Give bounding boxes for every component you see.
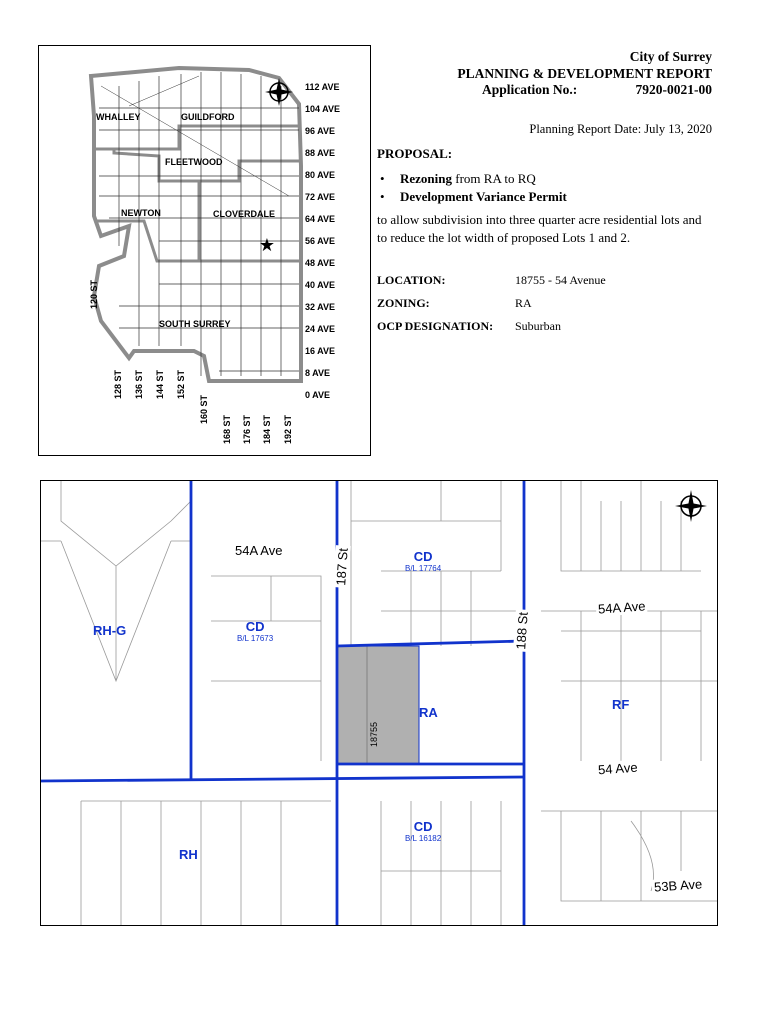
zone-code: CD (245, 619, 265, 634)
subject-lot-number: 18755 (369, 721, 379, 747)
zone-label (405, 549, 441, 573)
zone-label (612, 697, 629, 712)
zone-label (179, 847, 198, 862)
avenue-label: 88 AVE (305, 148, 336, 158)
application-number: 7920-0021-00 (635, 82, 712, 97)
area-label: SOUTH SURREY (159, 319, 231, 329)
site-location-star-icon: ★ (258, 235, 276, 255)
area-label: FLEETWOOD (165, 157, 223, 167)
application-number-line (482, 82, 712, 98)
street-label: 176 ST (242, 414, 252, 444)
street-label: 152 ST (176, 369, 186, 399)
street-label: 128 ST (113, 369, 123, 399)
street-label: 168 ST (222, 414, 232, 444)
proposal-description: to allow subdivision into three quarter acre residential lots and to reduce the lot width of proposed Lots 1 and 2. (377, 212, 702, 245)
avenue-label: 40 AVE (305, 280, 336, 290)
area-label: NEWTON (121, 208, 161, 218)
proposal-item-title: Rezoning (400, 171, 452, 186)
zone-code: RH (179, 847, 198, 862)
detail-label: OCP DESIGNATION: (377, 319, 494, 333)
proposal-item (377, 188, 712, 206)
street-label: 54A Ave (235, 543, 283, 558)
avenue-label: 72 AVE (305, 192, 336, 202)
area-label: WHALLEY (96, 112, 141, 122)
street-label: 160 ST (199, 394, 209, 424)
avenue-label: 0 AVE (305, 390, 331, 400)
detail-row (377, 296, 532, 311)
avenue-label: 64 AVE (305, 214, 336, 224)
zone-label (419, 705, 438, 720)
street-label: 53B Ave (653, 876, 703, 895)
zone-label (237, 619, 273, 643)
zone-code: RH-G (93, 623, 127, 638)
zone-code: RF (612, 697, 630, 712)
street-label: 54A Ave (597, 598, 646, 617)
detail-value: RA (515, 296, 532, 310)
avenue-label: 24 AVE (305, 324, 336, 334)
zone-code: CD (413, 549, 433, 564)
north-arrow-icon (265, 78, 293, 106)
detail-value: 18755 - 54 Avenue (515, 273, 606, 287)
report-title: PLANNING & DEVELOPMENT REPORT (457, 66, 712, 81)
city-name: City of Surrey (629, 49, 712, 64)
detail-label: LOCATION: (377, 273, 446, 287)
application-label: Application No.: (482, 82, 578, 97)
proposal-item-detail: from RA to RQ (452, 171, 536, 186)
proposal-heading: PROPOSAL: (377, 146, 453, 161)
report-date: Planning Report Date: July 13, 2020 (529, 122, 712, 136)
zone-bylaw: B/L 17673 (237, 634, 274, 643)
street-label: 187 St (333, 547, 351, 587)
zone-label (93, 623, 126, 638)
area-label: CLOVERDALE (213, 209, 276, 219)
avenue-label: 104 AVE (305, 104, 341, 114)
avenue-label: 8 AVE (305, 368, 331, 378)
avenue-label: 32 AVE (305, 302, 336, 312)
avenue-label: 56 AVE (305, 236, 336, 246)
zone-code: RA (419, 705, 438, 720)
key-map (38, 45, 371, 456)
avenue-label: 96 AVE (305, 126, 336, 136)
street-label: 136 ST (134, 369, 144, 399)
street-label: 192 ST (283, 414, 293, 444)
proposal-item (377, 170, 712, 188)
north-arrow-icon (675, 490, 707, 522)
avenue-label: 48 AVE (305, 258, 336, 268)
detail-row (377, 319, 561, 334)
street-label: 54 Ave (597, 759, 639, 778)
zone-bylaw: B/L 17764 (405, 564, 442, 573)
detail-row (377, 273, 606, 288)
proposal-list (377, 170, 712, 206)
area-label: GUILDFORD (181, 112, 235, 122)
zone-bylaw: B/L 16182 (405, 834, 442, 843)
detail-label: ZONING: (377, 296, 430, 310)
street-label: 120 ST (89, 279, 99, 309)
avenue-label: 80 AVE (305, 170, 336, 180)
site-map (40, 480, 718, 926)
street-label: 188 St (513, 611, 531, 651)
avenue-label: 112 AVE (305, 82, 340, 92)
zone-code: CD (413, 819, 433, 834)
street-label: 184 ST (262, 414, 272, 444)
detail-value: Suburban (515, 319, 561, 333)
avenue-label: 16 AVE (305, 346, 336, 356)
zone-label (405, 819, 441, 843)
proposal-item-title: Development Variance Permit (400, 189, 567, 204)
street-label: 144 ST (155, 369, 165, 399)
